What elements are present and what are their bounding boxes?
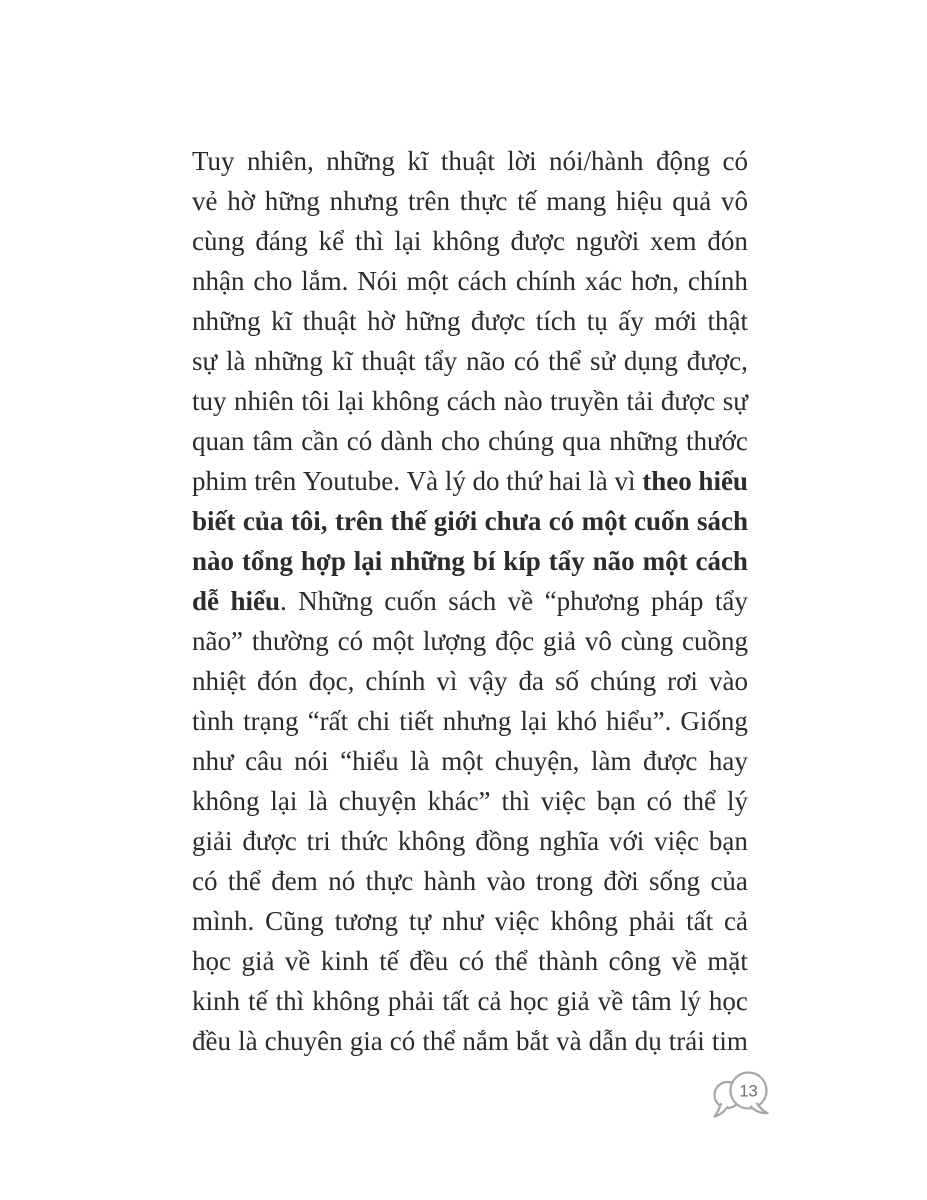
- word: học: [192, 946, 231, 976]
- word: dẫn: [588, 1026, 628, 1056]
- word: cuốn: [384, 586, 437, 616]
- word: vào: [486, 866, 526, 896]
- word: không: [312, 986, 380, 1016]
- word: một: [441, 746, 484, 776]
- word: như: [441, 906, 484, 936]
- word: chính: [515, 266, 576, 296]
- word: chúng: [488, 426, 555, 456]
- word: gia: [349, 1026, 383, 1056]
- word: nhiên: [233, 386, 294, 416]
- paragraph-line: [192, 1021, 748, 1061]
- word: lại: [353, 546, 383, 576]
- word: hiểu: [698, 466, 748, 496]
- word: nói: [294, 746, 329, 776]
- word: “rất: [307, 706, 349, 736]
- word: có: [389, 1026, 416, 1056]
- word: Tuy: [192, 146, 235, 176]
- paragraph-line: [192, 341, 748, 381]
- word: người: [575, 226, 640, 256]
- chat-bubbles-icon: [711, 1070, 771, 1122]
- word: phải: [387, 986, 435, 1016]
- word: được,: [686, 346, 748, 376]
- word: tụ: [586, 306, 608, 336]
- word: và: [556, 1026, 582, 1056]
- word: phim: [192, 466, 248, 496]
- word: với: [608, 826, 645, 856]
- word: được: [660, 386, 716, 416]
- word: qua: [562, 426, 602, 456]
- word: một: [581, 506, 627, 536]
- word: tất: [442, 986, 470, 1016]
- word: phải: [628, 906, 676, 936]
- word: được: [510, 226, 565, 256]
- word: kĩ: [407, 146, 429, 176]
- word: lại: [394, 226, 422, 256]
- word: tri: [306, 826, 331, 856]
- word: cả: [723, 906, 748, 936]
- word: quả: [672, 186, 712, 216]
- word: hơn,: [631, 266, 680, 296]
- word: lắm.: [301, 266, 349, 296]
- word: thể: [494, 946, 528, 976]
- word: thể: [227, 866, 261, 896]
- word: những: [390, 546, 465, 576]
- word: nghĩa: [539, 826, 600, 856]
- word: hờ: [367, 306, 395, 336]
- word: vì: [436, 666, 458, 696]
- page-number-marker: [711, 1070, 771, 1122]
- word: đem: [271, 866, 318, 896]
- word: tẩy: [714, 586, 748, 616]
- word: hững: [405, 306, 461, 336]
- word: tế: [379, 946, 399, 976]
- word: cách: [695, 546, 748, 576]
- word: hành: [423, 866, 477, 896]
- word: kinh: [320, 946, 369, 976]
- word: thuật: [361, 346, 416, 376]
- word: cho: [440, 426, 480, 456]
- word: pháp: [650, 586, 704, 616]
- word: lại: [520, 706, 548, 736]
- word: sách: [448, 586, 497, 616]
- word: tự: [408, 906, 432, 936]
- word: thường: [251, 626, 329, 656]
- word: Youtube.: [302, 466, 400, 496]
- word: đồng: [475, 826, 530, 856]
- word: bạn: [596, 786, 636, 816]
- word: là: [410, 746, 430, 776]
- word: khó: [556, 706, 598, 736]
- word: hiểu”.: [606, 706, 672, 736]
- paragraph-line: [192, 461, 748, 501]
- word: bắt: [515, 1026, 549, 1056]
- word: thành: [538, 946, 599, 976]
- paragraph: [192, 141, 748, 1061]
- word: không: [371, 386, 440, 416]
- word: theo: [642, 466, 692, 496]
- word: cuốn: [634, 506, 690, 536]
- paragraph-line: [192, 701, 748, 741]
- word: Cũng: [265, 906, 324, 936]
- word: hay: [708, 746, 748, 776]
- paragraph-line: [192, 581, 748, 621]
- word: chưa: [484, 506, 542, 536]
- word: động: [656, 146, 711, 176]
- word: đọc,: [308, 666, 355, 696]
- word: tuy: [192, 386, 227, 416]
- word: những: [609, 426, 678, 456]
- word: tải: [626, 386, 654, 416]
- word: khác”: [427, 786, 491, 816]
- paragraph-line: [192, 981, 748, 1021]
- word: đời: [603, 866, 639, 896]
- word: được: [642, 746, 698, 776]
- word: nhận: [192, 266, 245, 296]
- word: kĩ: [271, 306, 293, 336]
- word: kĩ: [331, 346, 353, 376]
- word: tâm: [631, 986, 672, 1016]
- word: những: [254, 346, 323, 376]
- word: hai: [548, 466, 582, 496]
- word: giới: [433, 506, 478, 536]
- word: dễ: [192, 586, 219, 616]
- word: tất: [686, 906, 714, 936]
- word: sự: [722, 386, 748, 416]
- word: thứ: [506, 466, 542, 496]
- word: nói/hành: [549, 146, 644, 176]
- word: nắm: [462, 1026, 509, 1056]
- word: xem: [650, 226, 697, 256]
- word: về: [597, 986, 624, 1016]
- word: trong: [535, 866, 593, 896]
- word: thể: [548, 346, 582, 376]
- paragraph-line: [192, 941, 748, 981]
- word: một: [406, 266, 449, 296]
- word: có: [337, 626, 364, 656]
- word: chuyện: [338, 786, 417, 816]
- paragraph-line: [192, 741, 748, 781]
- word: thực: [365, 866, 414, 896]
- word: việc: [540, 786, 586, 816]
- word: vậy: [468, 666, 508, 696]
- word: do: [472, 466, 500, 496]
- paragraph-line: [192, 181, 748, 221]
- word: đón: [257, 666, 298, 696]
- paragraph-line: [192, 861, 748, 901]
- word: cùng: [192, 226, 245, 256]
- word: tim: [711, 1026, 748, 1056]
- word: có: [548, 506, 575, 536]
- paragraph-line: [192, 621, 748, 661]
- word: Và: [406, 466, 439, 496]
- word: có: [192, 866, 218, 896]
- word: như: [192, 746, 234, 776]
- word: tình: [192, 706, 235, 736]
- word: có: [458, 946, 485, 976]
- word: là: [238, 1026, 258, 1056]
- paragraph-line: [192, 421, 748, 461]
- paragraph-line: [192, 381, 748, 421]
- word: trạng: [243, 706, 299, 736]
- word: thực: [459, 186, 508, 216]
- word: nó: [328, 866, 356, 896]
- word: tương: [334, 906, 398, 936]
- paragraph-line: [192, 261, 748, 301]
- word: đều: [409, 946, 449, 976]
- word: của: [242, 506, 284, 536]
- word: mình.: [192, 906, 255, 936]
- word: một: [642, 546, 688, 576]
- word: lại: [270, 786, 298, 816]
- word: nhưng: [442, 706, 512, 736]
- word: Nói: [357, 266, 398, 296]
- word: giả: [241, 946, 275, 976]
- word: tẩy: [548, 546, 585, 576]
- word: công: [608, 946, 662, 976]
- word: tôi: [301, 386, 330, 416]
- word: thì: [501, 786, 530, 816]
- word: có: [646, 786, 673, 816]
- word: thể: [683, 786, 717, 816]
- word: nhưng: [329, 186, 399, 216]
- word: hợp: [300, 546, 346, 576]
- paragraph-line: [192, 901, 748, 941]
- word: trên: [334, 506, 383, 536]
- word: sự: [192, 346, 218, 376]
- word: tổng: [241, 546, 293, 576]
- word: hiểu.: [230, 586, 287, 616]
- word: kíp: [503, 546, 541, 576]
- word: vì: [614, 466, 636, 496]
- word: “phương: [544, 586, 640, 616]
- word: học: [708, 986, 748, 1016]
- word: kinh: [192, 986, 241, 1016]
- word: không: [192, 786, 260, 816]
- word: thuật: [440, 146, 495, 176]
- word: là: [308, 786, 328, 816]
- paragraph-line: [192, 501, 748, 541]
- word: là: [588, 466, 608, 496]
- word: không: [397, 826, 466, 856]
- word: sử: [589, 346, 616, 376]
- word: một: [371, 626, 414, 656]
- word: chúng: [590, 666, 657, 696]
- word: lời: [507, 146, 537, 176]
- word: mang: [546, 186, 607, 216]
- word: lý: [679, 986, 701, 1016]
- word: thì: [275, 986, 305, 1016]
- word: vẻ: [192, 186, 218, 216]
- word: cho: [253, 266, 293, 296]
- word: nào: [192, 546, 235, 576]
- word: Giống: [680, 706, 748, 736]
- word: những: [192, 306, 261, 336]
- word: chuyện,: [494, 746, 580, 776]
- word: sách: [696, 506, 748, 536]
- word: mới: [654, 306, 697, 336]
- word: thuật: [302, 306, 357, 336]
- word: tế: [248, 986, 268, 1016]
- word: có: [346, 426, 373, 456]
- word: quan: [192, 426, 245, 456]
- word: tế: [517, 186, 537, 216]
- word: trái: [668, 1026, 705, 1056]
- word: đều: [192, 1026, 231, 1056]
- word: nhiên,: [247, 146, 314, 176]
- word: của: [710, 866, 748, 896]
- page-number: 13: [739, 1082, 758, 1101]
- word: thể: [422, 1026, 456, 1056]
- word: tâm: [252, 426, 294, 456]
- word: thước: [686, 426, 748, 456]
- word: những: [326, 146, 395, 176]
- word: não: [592, 546, 635, 576]
- word: tiết: [399, 706, 434, 736]
- word: cần: [301, 426, 339, 456]
- word: việc: [654, 826, 700, 856]
- word: não: [466, 346, 506, 376]
- word: được: [470, 306, 526, 336]
- word: cả: [477, 986, 502, 1016]
- word: lý: [726, 786, 748, 816]
- word: giải: [192, 826, 233, 856]
- word: thức: [340, 826, 389, 856]
- word: mặt: [707, 946, 748, 976]
- word: hiệu: [616, 186, 663, 216]
- word: sống: [649, 866, 701, 896]
- word: vô: [584, 626, 612, 656]
- word: không: [432, 226, 500, 256]
- word: dụng: [623, 346, 678, 376]
- word: bí: [472, 546, 496, 576]
- paragraph-line: [192, 821, 748, 861]
- word: làm: [590, 746, 632, 776]
- word: não”: [192, 626, 243, 656]
- word: dụ: [634, 1026, 662, 1056]
- word: giả: [542, 626, 576, 656]
- word: đáng: [255, 226, 308, 256]
- word: tẩy: [424, 346, 458, 376]
- word: tích: [535, 306, 577, 336]
- word: vào: [708, 666, 748, 696]
- word: nào: [503, 386, 543, 416]
- paragraph-line: [192, 661, 748, 701]
- word: ấy: [618, 306, 644, 336]
- word: lượng: [422, 626, 487, 656]
- word: dành: [380, 426, 433, 456]
- word: rơi: [667, 666, 698, 696]
- word: trên: [254, 466, 297, 496]
- word: chi: [357, 706, 391, 736]
- word: lý: [444, 466, 466, 496]
- word: hờ: [227, 186, 255, 216]
- word: chính: [365, 666, 426, 696]
- word: là: [225, 346, 246, 376]
- word: trên: [407, 186, 450, 216]
- paragraph-line: [192, 541, 748, 581]
- word: đón: [707, 226, 748, 256]
- word: chuyên: [264, 1026, 343, 1056]
- word: được: [242, 826, 297, 856]
- word: cuồng: [682, 626, 748, 656]
- paragraph-line: [192, 781, 748, 821]
- word: bạn: [708, 826, 748, 856]
- word: câu: [245, 746, 283, 776]
- word: xác: [584, 266, 623, 296]
- word: việc: [494, 906, 540, 936]
- word: thì: [354, 226, 384, 256]
- word: cùng: [620, 626, 674, 656]
- word: biết: [192, 506, 236, 536]
- word: truyền: [550, 386, 620, 416]
- word: Những: [298, 586, 373, 616]
- word: độc: [495, 626, 535, 656]
- word: cách: [446, 386, 497, 416]
- word: “hiểu: [340, 746, 399, 776]
- paragraph-line: [192, 301, 748, 341]
- word: chính: [687, 266, 748, 296]
- word: về: [284, 946, 311, 976]
- word: vô: [720, 186, 748, 216]
- word: tôi,: [290, 506, 328, 536]
- word: học: [509, 986, 549, 1016]
- paragraph-line: [192, 141, 748, 181]
- word: đa: [518, 666, 544, 696]
- paragraph-line: [192, 221, 748, 261]
- word: cách: [457, 266, 507, 296]
- word: về: [671, 946, 697, 976]
- word: không: [550, 906, 618, 936]
- word: nhiệt: [192, 666, 246, 696]
- word: số: [555, 666, 580, 696]
- word: kể: [318, 226, 345, 256]
- word: hững: [264, 186, 320, 216]
- word: có: [722, 146, 748, 176]
- word: giả: [556, 986, 590, 1016]
- word: thật: [707, 306, 748, 336]
- word: có: [513, 346, 540, 376]
- word: về: [507, 586, 534, 616]
- word: thế: [390, 506, 427, 536]
- word: lại: [337, 386, 365, 416]
